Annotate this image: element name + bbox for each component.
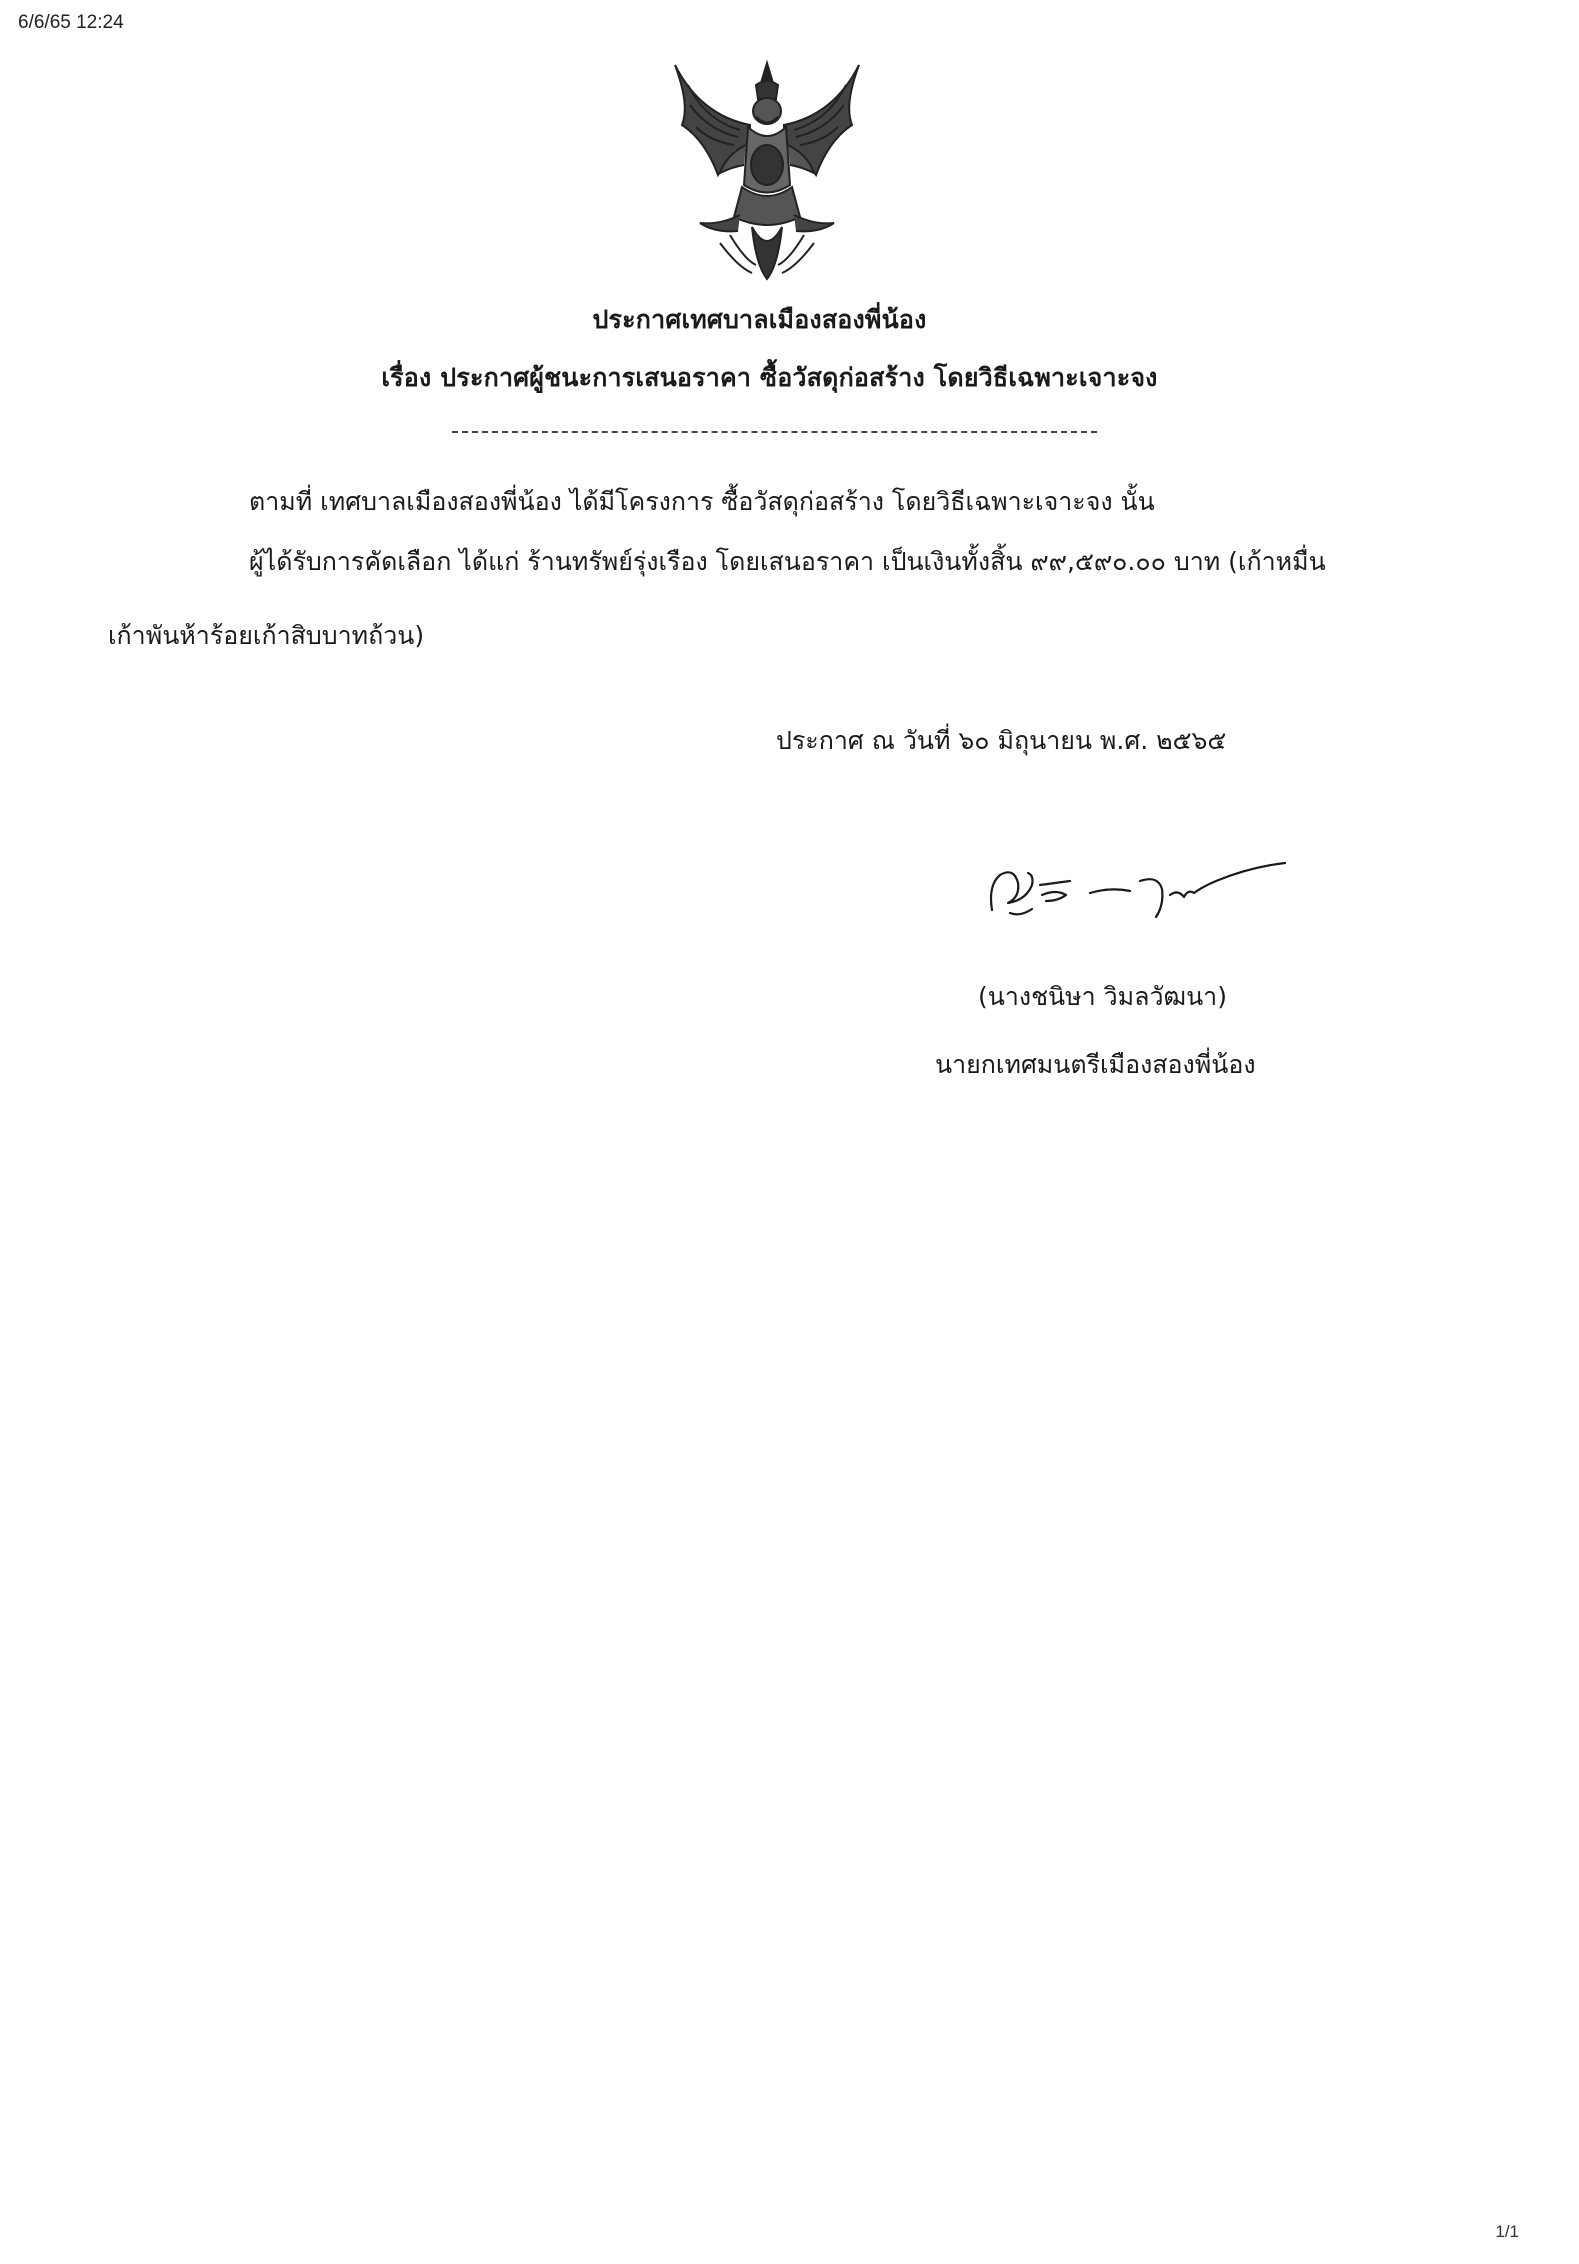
announcement-subject: เรื่อง ประกาศผู้ชนะการเสนอราคา ซื้อวัสดุก่อสร้าง โดยวิธีเฉพาะเจาะจง [381,363,1158,392]
handwritten-signature-icon [980,845,1300,935]
page-number: 1/1 [1495,2222,1519,2241]
signer-position: นายกเทศมนตรีเมืองสองพี่น้อง [935,1050,1256,1079]
print-timestamp: 6/6/65 12:24 [18,12,124,33]
announcement-date: ประกาศ ณ วันที่ ๖๐ มิถุนายน พ.ศ. ๒๕๖๕ [776,726,1227,755]
body-paragraph-line-2: ผู้ได้รับการคัดเลือก ได้แก่ ร้านทรัพย์รุ่งเรือง โดยเสนอราคา เป็นเงินทั้งสิ้น ๙๙,๕๙๐.๐๐ บาท (เก้าหมื่น [249,547,1326,576]
body-paragraph-line-1: ตามที่ เทศบาลเมืองสองพี่น้อง ได้มีโครงการ ซื้อวัสดุก่อสร้าง โดยวิธีเฉพาะเจาะจง นั้น [249,487,1155,516]
body-paragraph-line-3: เก้าพันห้าร้อยเก้าสิบบาทถ้วน) [108,621,425,650]
announcement-title: ประกาศเทศบาลเมืองสองพี่น้อง [592,305,927,334]
garuda-emblem-icon [660,55,875,285]
dashed-divider [452,431,1097,433]
signer-name: (นางชนิษา วิมลวัฒนา) [978,982,1227,1011]
